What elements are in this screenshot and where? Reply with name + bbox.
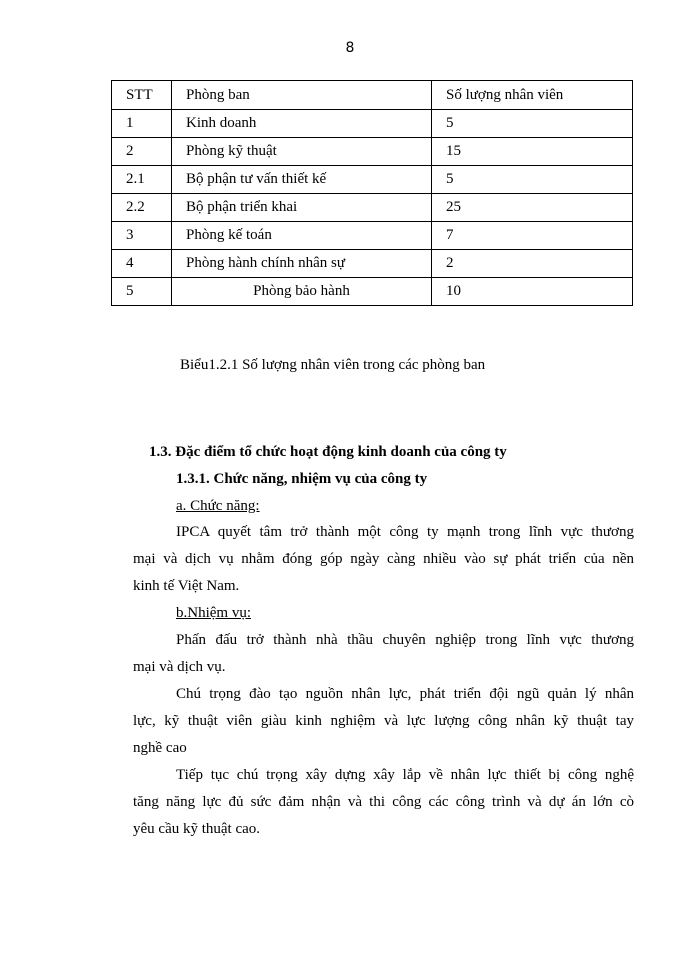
cell-count: 2 [432,250,633,278]
table-row [112,222,633,250]
duty-label: b.Nhiệm vụ: [176,605,251,621]
cell-count: 25 [432,194,633,222]
subsection-heading: 1.3.1. Chức năng, nhiệm vụ của công ty [176,471,428,487]
paragraph-line: Tiếp tục chú trọng xây dựng xây lắp về nhân lực thiết bị công nghệ [176,767,634,783]
cell-stt: 2 [112,138,172,166]
paragraph-line: IPCA quyết tâm trở thành một công ty mạnh trong lĩnh vực thương [176,524,634,540]
table-header-row [112,81,633,110]
table-row [112,110,633,138]
table-row [112,278,633,306]
table-caption: Biểu1.2.1 Số lượng nhân viên trong các phòng ban [180,357,486,373]
paragraph-line: mại và dịch vụ. [133,659,226,675]
function-label: a. Chức năng: [176,498,260,514]
staff-table [111,80,633,306]
paragraph-line: yêu cầu kỹ thuật cao. [133,821,261,837]
table-row [112,250,633,278]
cell-count: 15 [432,138,633,166]
paragraph-line: kinh tế Việt Nam. [133,578,240,594]
paragraph-line: nghề cao [133,740,187,756]
cell-stt: 2.2 [112,194,172,222]
cell-stt: 4 [112,250,172,278]
table-row [112,194,633,222]
cell-department: Kinh doanh [172,110,432,138]
cell-stt: 5 [112,278,172,306]
cell-stt: 2.1 [112,166,172,194]
cell-count: 7 [432,222,633,250]
table-row [112,138,633,166]
page-number: 8 [345,40,355,56]
cell-count: 5 [432,166,633,194]
section-heading: 1.3. Đặc điểm tổ chức hoạt động kinh doanh của công ty [149,444,507,460]
header-stt: STT [112,81,172,110]
cell-department: Phòng kế toán [172,222,432,250]
paragraph-line: tăng năng lực đủ sức đảm nhận và thi công các công trình và dự án lớn cò [133,794,634,810]
cell-department: Bộ phận tư vấn thiết kế [172,166,432,194]
header-department: Phòng ban [172,81,432,110]
cell-count: 5 [432,110,633,138]
cell-stt: 3 [112,222,172,250]
paragraph-line: Chú trọng đào tạo nguồn nhân lực, phát triển đội ngũ quản lý nhân [176,686,634,702]
header-staff-count: Số lượng nhân viên [432,81,633,110]
paragraph-line: Phấn đấu trở thành nhà thầu chuyên nghiệp trong lĩnh vực thương [176,632,634,648]
table-row [112,166,633,194]
cell-department: Phòng bảo hành [172,278,432,306]
cell-stt: 1 [112,110,172,138]
cell-department: Bộ phận triển khai [172,194,432,222]
cell-count: 10 [432,278,633,306]
cell-department: Phòng kỹ thuật [172,138,432,166]
paragraph-line: mại và dịch vụ nhằm đóng góp ngày càng nhiều vào sự phát triển của nền [133,551,634,567]
paragraph-line: lực, kỹ thuật viên giàu kinh nghiệm và lực lượng công nhân kỹ thuật tay [133,713,634,729]
cell-department: Phòng hành chính nhân sự [172,250,432,278]
